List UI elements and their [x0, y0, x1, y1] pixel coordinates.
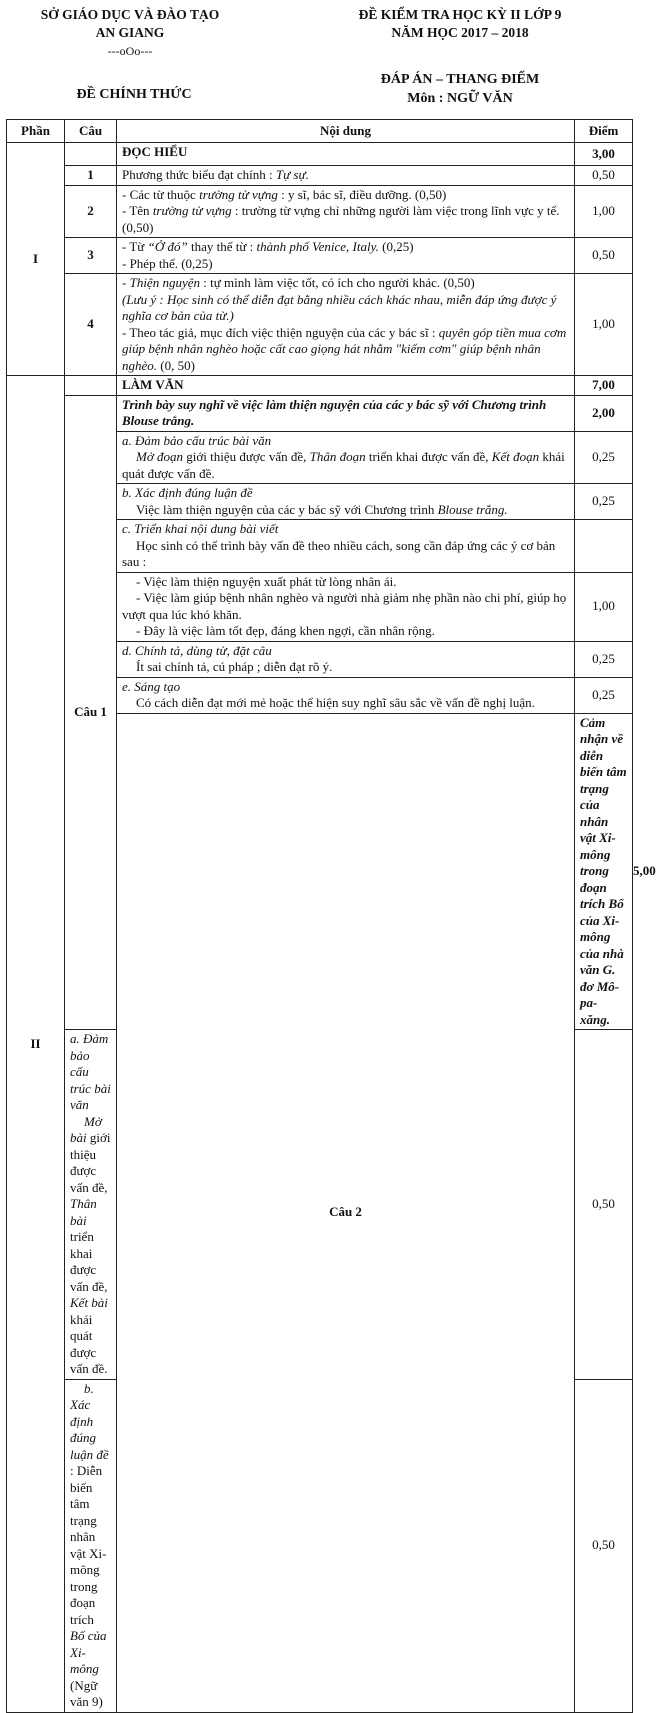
table-row	[7, 143, 633, 166]
table-row: Câu 2 Cảm nhận về diễn biến tâm trạng của nhân vật Xi-mông trong đoạn trích Bố của Xi-mông của nhà văn G. đơ Mô-pa-xăng. 5,00	[7, 713, 633, 1030]
table-row	[7, 376, 633, 396]
col-header-part: Phần	[7, 120, 65, 143]
question-number: 4	[65, 274, 117, 376]
criterion-a: a. Đảm bảo cấu trúc bài văn Mở đoạn giới thiệu được vấn đề, Thân đoạn triển khai được vấn đề, Kết đoạn khái quát được vấn đề.	[117, 431, 575, 484]
subject-label: Môn : NGỮ VĂN	[407, 91, 513, 106]
table-row	[7, 238, 633, 274]
question-number: Câu 2	[117, 713, 575, 1712]
section-title-reading: ĐỌC HIỂU	[117, 143, 575, 166]
exam-title: ĐỀ KIỂM TRA HỌC KỲ II LỚP 9	[358, 7, 562, 22]
document-header	[0, 0, 638, 118]
grading-table	[6, 119, 656, 1713]
criterion-a: a. Đảm bảo cấu trúc bài văn Mở bài giới thiệu được vấn đề, Thân bài triển khai được vấn đề, Kết bài khái quát được vấn đề.	[65, 1030, 117, 1380]
essay-prompt: Cảm nhận về diễn biến tâm trạng của nhân vật Xi-mông trong đoạn trích Bố của Xi-mông của nhà văn G. đơ Mô-pa-xăng.	[575, 713, 633, 1030]
criterion-d: d. Chính tả, dùng từ, đặt câu Ít sai chính tả, cú pháp ; diễn đạt rõ ý.	[117, 641, 575, 677]
answer-key-title-block	[300, 70, 620, 108]
section-total-score: 7,00	[575, 376, 633, 396]
answer-key-title: ĐÁP ÁN – THANG ĐIỂM	[380, 72, 540, 87]
col-header-score: Điểm	[575, 120, 633, 143]
score-cell: 1,00	[575, 274, 633, 376]
question-content: Phương thức biểu đạt chính : Tự sự.	[117, 166, 575, 186]
province-name: AN GIANG	[95, 25, 165, 40]
criterion-b: b. Xác định đúng luận đề Việc làm thiện nguyện của các y bác sỹ với Chương trình Blouse trắng.	[117, 484, 575, 520]
department-name: SỞ GIÁO DỤC VÀ ĐÀO TẠO	[40, 7, 220, 22]
section-total-score: 3,00	[575, 143, 633, 166]
question-content: - Từ “Ở đó” thay thế từ : thành phố Venice, Italy. (0,25) - Phép thế. (0,25)	[117, 238, 575, 274]
part-2-label: II	[7, 376, 65, 1713]
table-row	[7, 274, 633, 376]
official-label: ĐỀ CHÍNH THỨC	[76, 87, 192, 102]
score-cell: 0,25	[575, 431, 633, 484]
question-content: - Các từ thuộc trường từ vựng : y sĩ, bác sĩ, điều dưỡng. (0,50) - Tên trường từ vựng : trường từ vựng chỉ những người làm việc trong lĩnh vực y tế. (0,50)	[117, 185, 575, 238]
question-number: 2	[65, 185, 117, 238]
question-content: - Thiện nguyện : tự mình làm việc tốt, có ích cho người khác. (0,50) (Lưu ý : Học sinh có thể diễn đạt bằng nhiều cách khác nhau, miễn đáp ứng được ý nghĩa cơ bản của từ.) - Theo tác giả, mục đích việc thiện nguyện của các y bác sĩ : quyên góp tiền mua cơm giúp bệnh nhân nghèo hoặc cất cao giọng hát nhằm "kiếm cơm" giúp bệnh nhân nghèo. (0, 50)	[117, 274, 575, 376]
question-number: Câu 1	[65, 395, 117, 1030]
school-year: NĂM HỌC 2017 – 2018	[391, 25, 529, 40]
question-number: 1	[65, 166, 117, 186]
col-header-content: Nội dung	[117, 120, 575, 143]
score-cell: 1,00	[575, 572, 633, 641]
score-cell: 0,50	[575, 238, 633, 274]
score-cell: 0,25	[575, 677, 633, 713]
col-header-question: Câu	[65, 120, 117, 143]
part-1-label: I	[7, 143, 65, 376]
score-cell: 0,50	[575, 1379, 633, 1712]
score-cell: 1,00	[575, 185, 633, 238]
section-title-writing: LÀM VĂN	[117, 376, 575, 396]
score-cell: 0,50	[575, 1030, 633, 1380]
criterion-c: c. Triển khai nội dung bài viết Học sinh có thể trình bày vấn đề theo nhiều cách, song cần đáp ứng các ý cơ bản sau :	[117, 520, 575, 573]
exam-title-block	[300, 6, 620, 42]
score-cell: 0,25	[575, 484, 633, 520]
criterion-e: e. Sáng tạo Có cách diễn đạt mới mẻ hoặc thể hiện suy nghĩ sâu sắc về vấn đề nghị luận.	[117, 677, 575, 713]
separator-ornament: ---oOo---	[107, 44, 153, 58]
score-cell: 0,25	[575, 641, 633, 677]
department-block	[0, 6, 260, 60]
table-header-row	[7, 120, 633, 143]
score-cell: 0,50	[575, 166, 633, 186]
question-number: 3	[65, 238, 117, 274]
essay-prompt: Trình bày suy nghĩ về việc làm thiện nguyện của các y bác sỹ với Chương trình Blouse trắng.	[117, 395, 575, 431]
table-row	[7, 166, 633, 186]
table-row	[7, 395, 633, 431]
criterion-b: b. Xác định đúng luận đề : Diễn biến tâm trạng nhân vật Xi-mông trong đoạn trích Bố của Xi-mông (Ngữ văn 9)	[65, 1379, 117, 1712]
criterion-c-points: - Việc làm thiện nguyện xuất phát từ lòng nhân ái. - Việc làm giúp bệnh nhân nghèo và người nhà giảm nhẹ phần nào chi phí, giúp họ vượt qua lúc khó khăn. - Đây là việc làm tốt đẹp, đáng khen ngợi, cần nhân rộng.	[117, 572, 575, 641]
score-cell: 2,00	[575, 395, 633, 431]
table-row	[7, 185, 633, 238]
